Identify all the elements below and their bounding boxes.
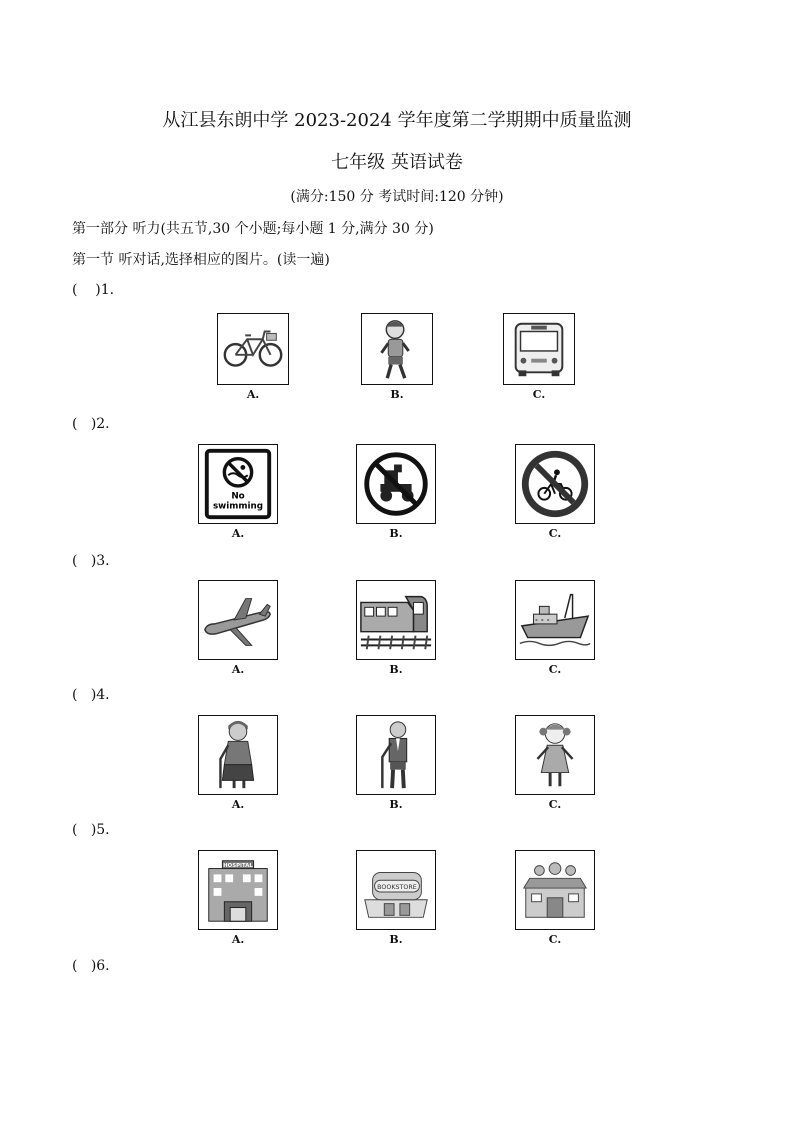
no-swimming-text-1: No [231,491,245,502]
q5-option-a-image[interactable] [198,850,278,930]
q2-option-a-label: A. [231,527,245,540]
question-number-1: ( )1. [72,282,115,298]
ship-icon [516,581,594,659]
no-tractor-sign-icon [357,445,435,523]
q2-option-c-label: C. [548,527,562,540]
q3-option-a-image[interactable] [198,580,278,660]
bicycle-icon [218,314,288,384]
q3-option-b-label: B. [389,663,403,676]
q4-option-a-label: A. [231,798,245,811]
question-number-2: ( )2. [72,416,110,432]
q3-option-b-image[interactable] [356,580,436,660]
exam-info: (满分:150 分 考试时间:120 分钟) [290,189,504,205]
school-title: 从江县东朗中学 2023-2024 学年度第二学期期中质量监测 [162,110,632,131]
q2-option-b-label: B. [389,527,403,540]
q5-option-a-label: A. [231,933,245,946]
no-cycling-sign-icon [516,445,594,523]
q3-option-c-image[interactable] [515,580,595,660]
q1-option-a-label: A. [246,388,260,401]
no-swimming-text-2: swimming [212,501,264,512]
girl-icon [516,716,594,794]
bookstore-icon [357,851,435,929]
part1-heading: 第一部分 听力(共五节,30 个小题;每小题 1 分,满分 30 分) [72,221,434,237]
q1-option-c-image[interactable] [503,313,575,385]
question-number-3: ( )3. [72,553,110,569]
hospital-icon [199,851,277,929]
restaurant-icon [516,851,594,929]
q5-option-c-label: C. [548,933,562,946]
old-woman-icon [199,716,277,794]
q1-option-c-label: C. [532,388,546,401]
q4-option-a-image[interactable] [198,715,278,795]
bus-icon [504,314,574,384]
q3-option-c-label: C. [548,663,562,676]
train-icon [357,581,435,659]
q1-option-a-image[interactable] [217,313,289,385]
question-number-4: ( )4. [72,687,110,703]
q5-option-b-image[interactable] [356,850,436,930]
q2-option-c-image[interactable] [515,444,595,524]
q5-option-b-label: B. [389,933,403,946]
bookstore-sign-text: BOOKSTORE [377,884,417,892]
q4-option-b-label: B. [389,798,403,811]
subject-title: 七年级 英语试卷 [331,152,463,173]
q1-option-b-image[interactable] [361,313,433,385]
q5-option-c-image[interactable] [515,850,595,930]
q1-option-b-label: B. [390,388,404,401]
no-swimming-sign-icon [199,445,277,523]
airplane-icon [199,581,277,659]
q2-option-a-image[interactable] [198,444,278,524]
question-number-5: ( )5. [72,822,110,838]
q4-option-c-image[interactable] [515,715,595,795]
q4-option-b-image[interactable] [356,715,436,795]
q3-option-a-label: A. [231,663,245,676]
walking-boy-icon [362,314,432,384]
hospital-sign-text: HOSPITAL [223,863,253,870]
section1-instruction: 第一节 听对话,选择相应的图片。(读一遍) [72,252,330,268]
q4-option-c-label: C. [548,798,562,811]
question-number-6: ( )6. [72,958,110,974]
q2-option-b-image[interactable] [356,444,436,524]
old-man-icon [357,716,435,794]
